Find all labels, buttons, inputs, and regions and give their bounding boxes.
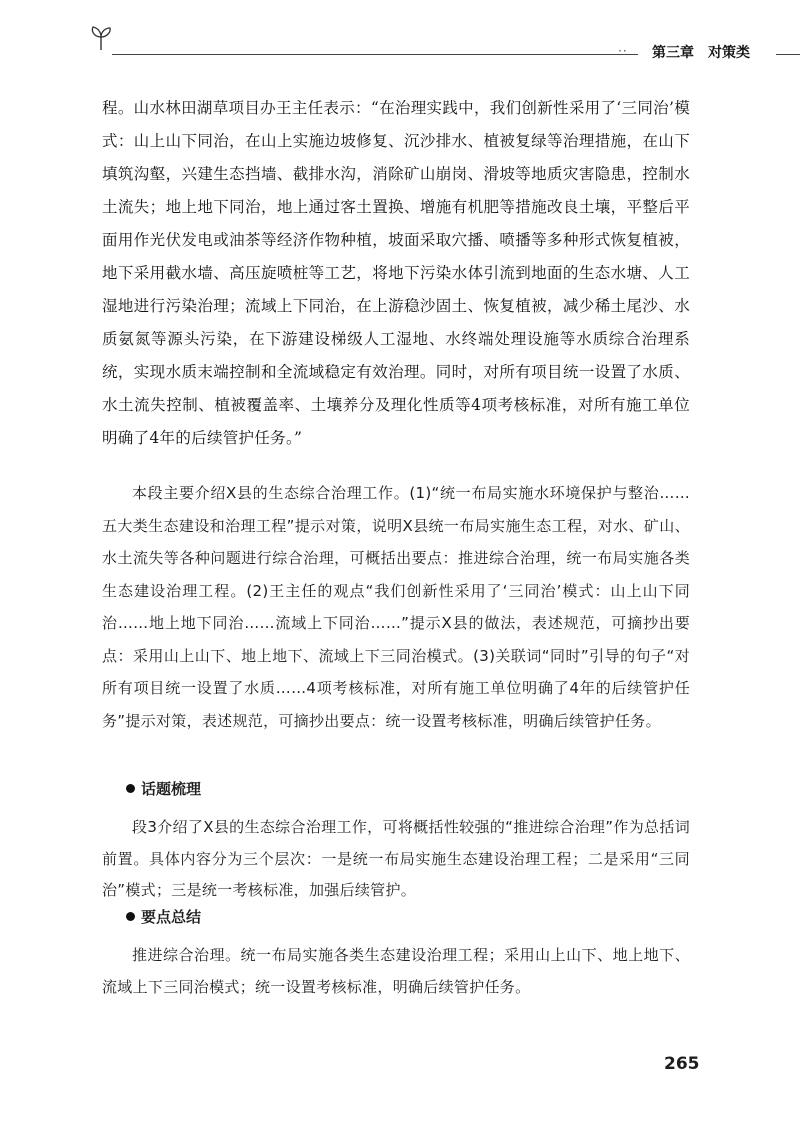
topic-paragraph: 段3介绍了X县的生态综合治理工作，可将概括性较强的“推进综合治理”作为总括词前置。具体内容分为三个层次：一是统一布局实施生态建设治理工程；二是采用“三同治”模式；三是统一考核标准，加强后续管护。 — [102, 818, 690, 899]
quote-paragraph: 程。山水林田湖草项目办王主任表示：“在治理实践中，我们创新性采用了‘三同治’模式：山上山下同治，在山上实施边坡修复、沉沙排水、植被复绿等治理措施，在山下填筑沟壑，兴建生态挡墙、截排水沟，消除矿山崩岗、滑坡等地质灾害隐患，控制水土流失；地上地下同治，地上通过客土置换、增施有机肥等措施改良土壤，平整后平面用作光伏发电或油茶等经济作物种植，坡面采取穴播、喷播等多种形式恢复植被，地下采用截水墙、高压旋喷桩等工艺，将地下污染水体引流到地面的生态水塘、人工湿地进行污染治理；流域上下同治，在上游稳沙固土、恢复植被，减少稀土尾沙、水质氨氮等源头污染，在下游建设梯级人工湿地、水终端处理设施等水质综合治理系统，实现水质末端控制和全流域稳定有效治理。同时，对所有项目统一设置了水质、水土流失控制、植被覆盖率、土壤养分及理化性质等4项考核标准，对所有施工单位明确了4年的后续管护任务。” — [102, 99, 690, 447]
summary-heading-label: 要点总结 — [141, 908, 202, 926]
leaf-icon — [86, 22, 116, 52]
header-rule-left — [112, 54, 638, 55]
topic-heading — [126, 778, 201, 799]
bullet-icon — [126, 784, 135, 793]
analysis-paragraph: 本段主要介绍X县的生态综合治理工作。(1)“统一布局实施水环境保护与整治……五大类生态建设和治理工程”提示对策，说明X县统一布局实施生态工程，对水、矿山、水土流失等各种问题进行综合治理，可概括出要点：推进综合治理，统一布局实施各类生态建设治理工程。(2)王主任的观点“我们创新性采用了‘三同治’模式：山上山下同治……地上地下同治……流域上下同治……”提示X县的做法，表述规范，可摘抄出要点：采用山上山下、地上地下、流域上下三同治模式。(3)关联词“同时”引导的句子“对所有项目统一设置了水质……4项考核标准，对所有施工单位明确了4年的后续管护任务”提示对策，表述规范，可摘抄出要点：统一设置考核标准，明确后续管护任务。 — [102, 484, 690, 730]
page-number: 265 — [664, 1054, 700, 1074]
summary-heading — [126, 906, 201, 927]
page-header — [86, 22, 750, 62]
header-dots: ·· — [618, 44, 628, 58]
topic-heading-label: 话题梳理 — [141, 780, 202, 798]
summary-paragraph: 推进综合治理。统一布局实施各类生态建设治理工程；采用山上山下、地上地下、流域上下三同治模式；统一设置考核标准，明确后续管护任务。 — [102, 946, 690, 996]
bullet-icon — [126, 912, 135, 921]
chapter-title: 第三章 对策类 — [652, 45, 750, 61]
header-rule-right — [776, 54, 800, 55]
